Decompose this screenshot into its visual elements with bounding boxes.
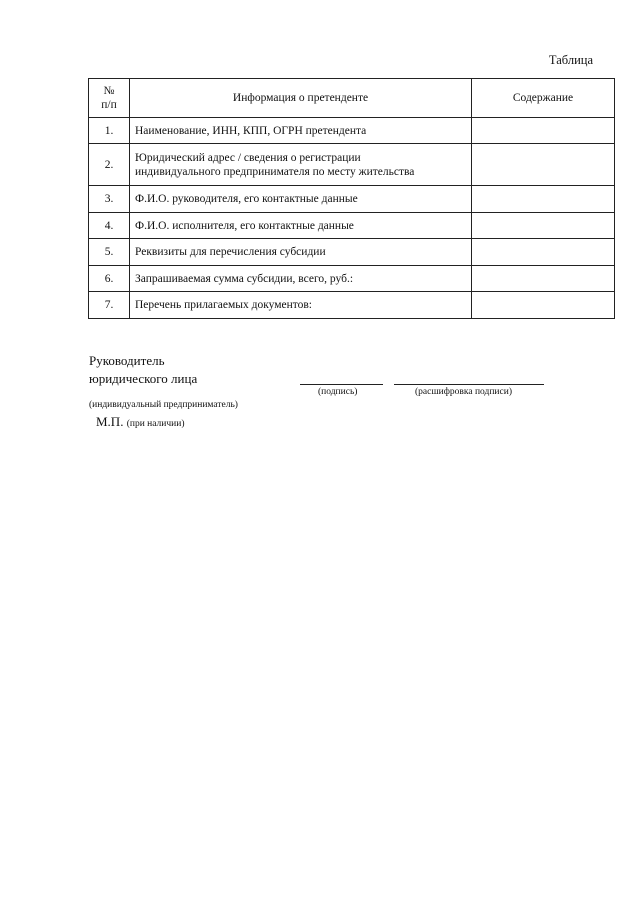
table-row [89, 266, 615, 292]
stamp-block [96, 414, 184, 430]
table-row [89, 239, 615, 266]
table-header-row [89, 79, 615, 118]
row-content-cell[interactable] [472, 144, 615, 186]
row-number: 5. [89, 239, 130, 266]
row-description: Наименование, ИНН, КПП, ОГРН претендента [130, 118, 472, 144]
row-number: 7. [89, 292, 130, 319]
row-content-cell[interactable] [472, 266, 615, 292]
row-content-cell[interactable] [472, 118, 615, 144]
row-description: Реквизиты для перечисления субсидии [130, 239, 472, 266]
signature-caption: (подпись) [318, 387, 358, 397]
header-content: Содержание [472, 79, 615, 118]
row-description: Перечень прилагаемых документов: [130, 292, 472, 319]
table-row [89, 186, 615, 213]
table-caption: Таблица [548, 53, 593, 67]
row-number: 4. [89, 213, 130, 239]
stamp-label: М.П. [96, 414, 124, 429]
applicant-info-table [88, 78, 615, 319]
row-description: Ф.И.О. руководителя, его контактные данные [130, 186, 472, 213]
row-description: Юридический адрес / сведения о регистрации индивидуального предпринимателя по месту жительства [130, 144, 472, 186]
row-content-cell[interactable] [472, 186, 615, 213]
row-content-cell[interactable] [472, 239, 615, 266]
row-description: Запрашиваемая сумма субсидии, всего, руб.: [130, 266, 472, 292]
table-row [89, 118, 615, 144]
row-content-cell[interactable] [472, 292, 615, 319]
row-description: Ф.И.О. исполнителя, его контактные данные [130, 213, 472, 239]
table-row [89, 292, 615, 319]
row-content-cell[interactable] [472, 213, 615, 239]
row-number: 3. [89, 186, 130, 213]
row-number: 1. [89, 118, 130, 144]
signature-decoding-caption: (расшифровка подписи) [415, 387, 512, 397]
table-row [89, 213, 615, 239]
header-number-line1: № [103, 85, 115, 97]
entrepreneur-note: (индивидуальный предприниматель) [89, 400, 238, 410]
signature-line[interactable] [300, 384, 383, 385]
row-number: 2. [89, 144, 130, 186]
header-number [89, 79, 130, 118]
signatory-title-line2: юридического лица [89, 371, 198, 386]
signatory-title [89, 352, 197, 388]
signature-decoding-line[interactable] [394, 384, 544, 385]
table-row [89, 144, 615, 186]
header-number-line2: п/п [101, 99, 117, 111]
signatory-title-line1: Руководитель [89, 353, 165, 368]
header-info: Информация о претенденте [130, 79, 472, 118]
row-number: 6. [89, 266, 130, 292]
stamp-note: (при наличии) [126, 419, 185, 429]
